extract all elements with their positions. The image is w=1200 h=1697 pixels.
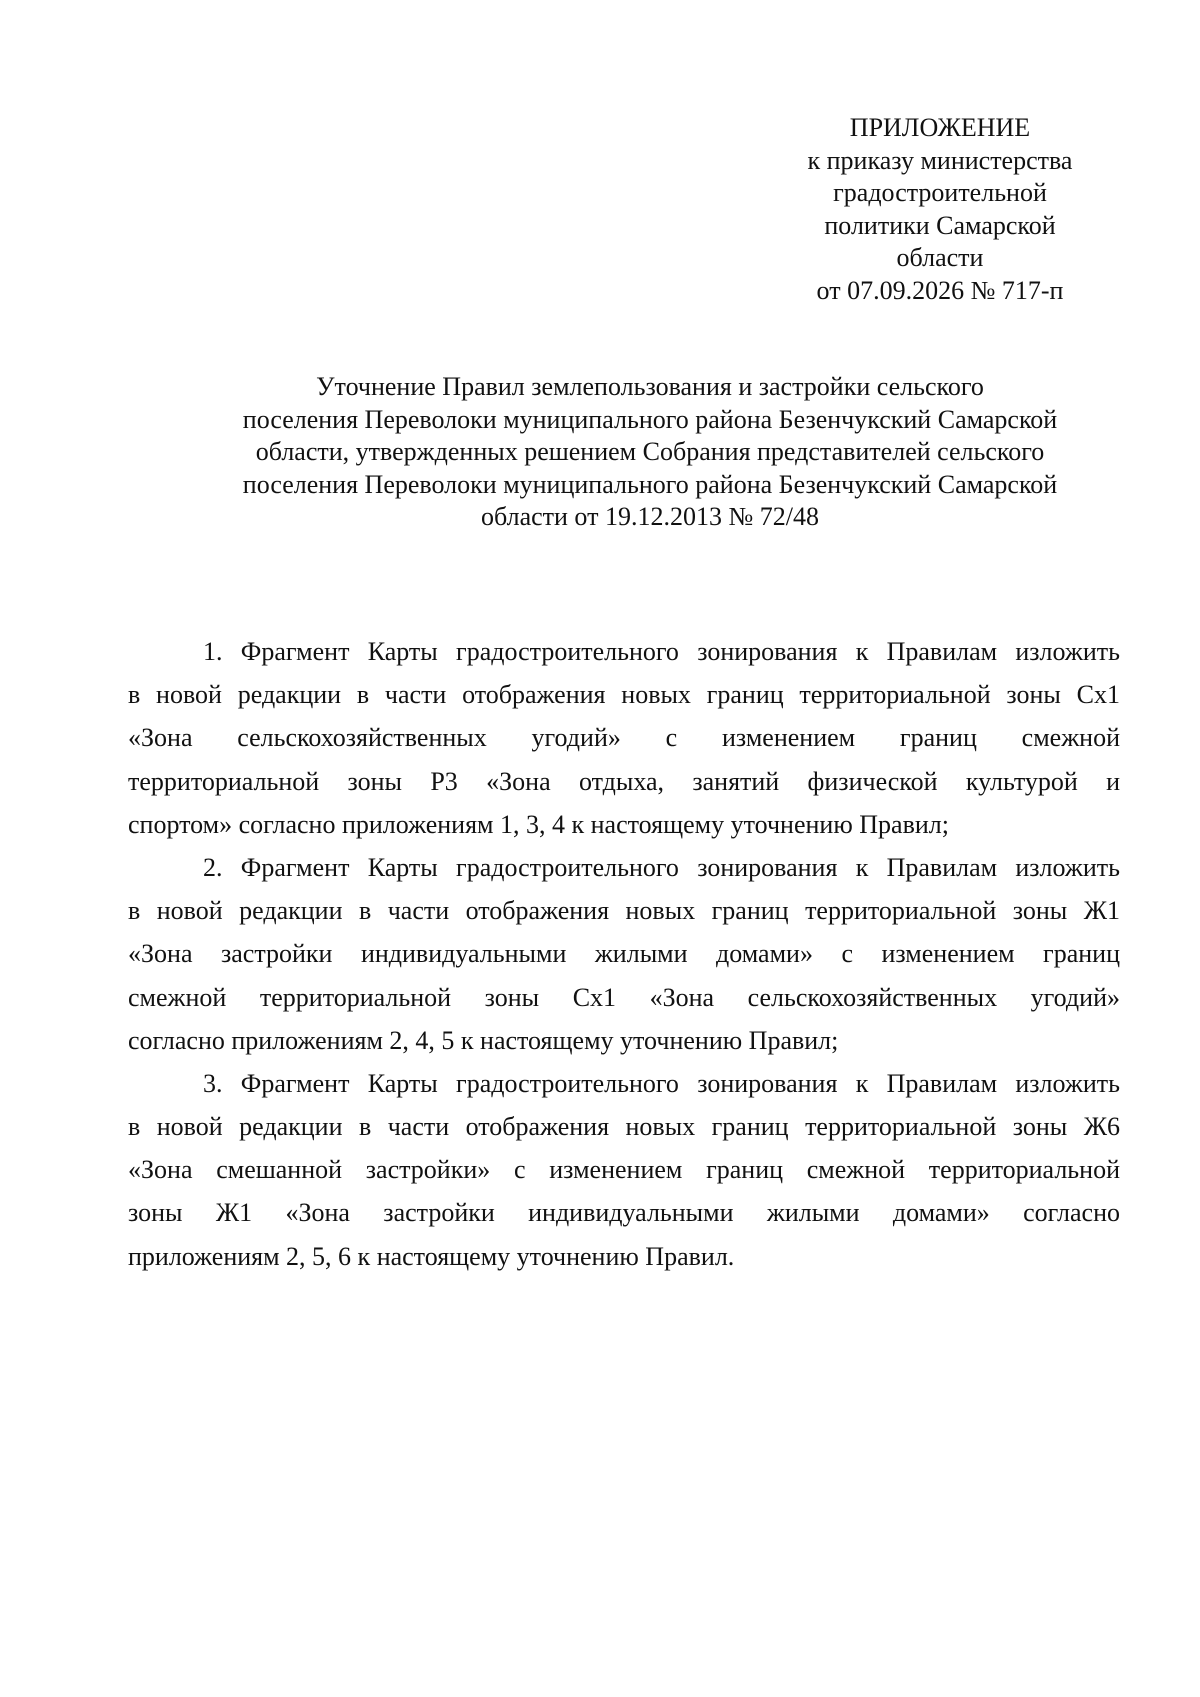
appendix-line: области bbox=[896, 243, 984, 273]
title-line: области, утвержденных решением Собрания представителей сельского bbox=[255, 437, 1045, 467]
paragraph-line: «Зона застройки индивидуальными жилыми домами» с изменением границ bbox=[128, 939, 1120, 969]
title-line: поселения Переволоки муниципального района Безенчукский Самарской bbox=[242, 469, 1058, 499]
list-item-1 bbox=[128, 630, 1120, 846]
paragraph-line: в новой редакции в части отображения новых границ территориальной зоны Ж6 bbox=[128, 1112, 1120, 1142]
paragraph-line: приложениям 2, 5, 6 к настоящему уточнению Правил. bbox=[128, 1241, 735, 1271]
paragraph-line: спортом» согласно приложениям 1, 3, 4 к настоящему уточнению Правил; bbox=[128, 809, 949, 839]
paragraph-line: территориальной зоны Р3 «Зона отдыха, занятий физической культурой и bbox=[128, 766, 1120, 796]
appendix-line: градостроительной bbox=[833, 178, 1047, 208]
appendix-block bbox=[790, 112, 1090, 308]
paragraph-line: согласно приложениям 2, 4, 5 к настоящему уточнению Правил; bbox=[128, 1025, 839, 1055]
paragraph-line: «Зона сельскохозяйственных угодий» с изменением границ смежной bbox=[128, 723, 1120, 753]
paragraph-line: 1. Фрагмент Карты градостроительного зонирования к Правилам изложить bbox=[203, 637, 1120, 666]
appendix-line: политики Самарской bbox=[824, 210, 1056, 240]
title-line: поселения Переволоки муниципального района Безенчукский Самарской bbox=[242, 404, 1058, 434]
list-item-3 bbox=[128, 1062, 1120, 1278]
paragraph-line: 2. Фрагмент Карты градостроительного зонирования к Правилам изложить bbox=[203, 852, 1120, 882]
list-item-2 bbox=[128, 846, 1120, 1062]
appendix-order-number: от 07.09.2026 № 717-п bbox=[816, 275, 1064, 305]
title-line: Уточнение Правил землепользования и застройки сельского bbox=[316, 372, 984, 401]
appendix-heading: ПРИЛОЖЕНИЕ bbox=[849, 113, 1031, 142]
paragraph-line: в новой редакции в части отображения новых границ территориальной зоны Ж1 bbox=[128, 896, 1120, 926]
document-body bbox=[128, 630, 1120, 1278]
appendix-line: к приказу министерства bbox=[807, 145, 1073, 175]
paragraph-line: зоны Ж1 «Зона застройки индивидуальными жилыми домами» согласно bbox=[128, 1198, 1120, 1228]
paragraph-line: 3. Фрагмент Карты градостроительного зонирования к Правилам изложить bbox=[203, 1068, 1120, 1098]
paragraph-line: в новой редакции в части отображения новых границ территориальной зоны Сх1 bbox=[128, 680, 1120, 710]
paragraph-line: смежной территориальной зоны Сх1 «Зона сельскохозяйственных угодий» bbox=[128, 982, 1120, 1012]
paragraph-line: «Зона смешанной застройки» с изменением границ смежной территориальной bbox=[128, 1155, 1120, 1185]
document-title bbox=[130, 371, 1170, 534]
title-line: области от 19.12.2013 № 72/48 bbox=[481, 502, 819, 532]
